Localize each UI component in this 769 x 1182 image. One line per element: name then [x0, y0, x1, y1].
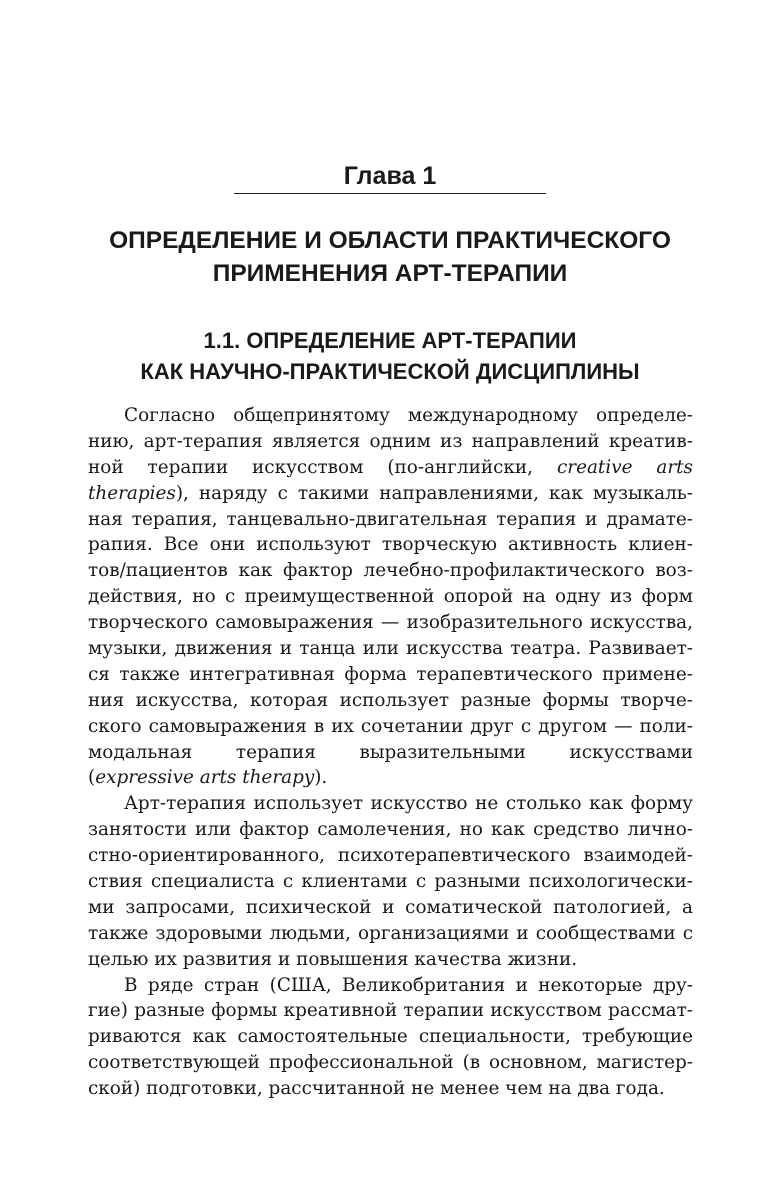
italic-term: creative arts — [556, 456, 693, 478]
text-line: Согласно общепринятому международному определе- — [124, 405, 693, 426]
text-line: гие) разные формы креативной терапии искусством рассмат- — [88, 1000, 693, 1022]
italic-term: therapies — [88, 482, 176, 504]
chapter-title — [60, 224, 720, 290]
paragraph — [88, 791, 693, 972]
text-line: риваются как самостоятельные специальности, требующие — [88, 1026, 693, 1048]
chapter-label: Глава 1 — [343, 162, 437, 190]
italic-term: expressive arts therapy — [95, 767, 315, 789]
text-line: занятости или фактор самолечения, но как средство лично- — [88, 819, 693, 841]
section-title-line: 1.1. ОПРЕДЕЛЕНИЕ АРТ-ТЕРАПИИ — [203, 328, 577, 353]
text-line: действия, но с преимущественной опорой на одну из форм — [88, 586, 693, 608]
text-line: тов/пациентов как фактор лечебно-профилактического воз- — [88, 560, 693, 582]
text-line: ной терапии искусством (по-английски, creative arts — [88, 456, 693, 478]
paragraph — [88, 403, 693, 791]
body-text — [88, 403, 693, 1102]
text-line: музыки, движения и танца или искусства театра. Развивает- — [88, 638, 693, 660]
text-line: ской) подготовки, рассчитанной не менее чем на два года. — [88, 1078, 665, 1100]
text-line: ся также интегративная форма терапевтического примене- — [88, 663, 693, 685]
text-line: ная терапия, танцевально-двигательная терапия и драмате- — [88, 508, 693, 530]
text-line: стно-ориентированного, психотерапевтического взаимодей- — [88, 845, 693, 867]
section-title — [60, 325, 720, 387]
section-title-line: КАК НАУЧНО-ПРАКТИЧЕСКОЙ ДИСЦИПЛИНЫ — [140, 359, 640, 384]
text-line: ния искусства, которая использует разные формы творче- — [88, 689, 693, 711]
text-line: therapies), наряду с такими направлениями, как музыкаль- — [88, 482, 693, 504]
text-line: целью их развития и повышения качества жизни. — [88, 948, 578, 970]
text-line: рапия. Все они используют творческую активность клиен- — [88, 534, 693, 556]
text-line: ми запросами, психической и соматической патологией, а — [88, 896, 693, 918]
text-line: нию, арт-терапия является одним из направлений креатив- — [88, 430, 693, 452]
text-line: (expressive arts therapy). — [88, 767, 328, 789]
text-line: также здоровыми людьми, организациями и сообществами с — [88, 922, 693, 944]
chapter-divider — [234, 193, 546, 194]
chapter-title-line: ОПРЕДЕЛЕНИЕ И ОБЛАСТИ ПРАКТИЧЕСКОГО — [109, 227, 671, 254]
text-line: В ряде стран (США, Великобритания и некоторые дру- — [124, 974, 693, 996]
text-line: Арт-терапия использует искусство не столько как форму — [124, 793, 693, 815]
chapter-title-line: ПРИМЕНЕНИЯ АРТ-ТЕРАПИИ — [212, 260, 568, 287]
text-line: творческого самовыражения — изобразительного искусства, — [88, 612, 693, 634]
paragraph — [88, 973, 693, 1102]
text-line: ствия специалиста с клиентами с разными психологически- — [88, 871, 693, 893]
text-line: соответствующей профессиональной (в основном, магистер- — [88, 1052, 693, 1074]
text-line: модальная терапия выразительными искусствами — [88, 741, 693, 763]
text-line: ского самовыражения в их сочетании друг с другом — поли- — [88, 715, 693, 737]
